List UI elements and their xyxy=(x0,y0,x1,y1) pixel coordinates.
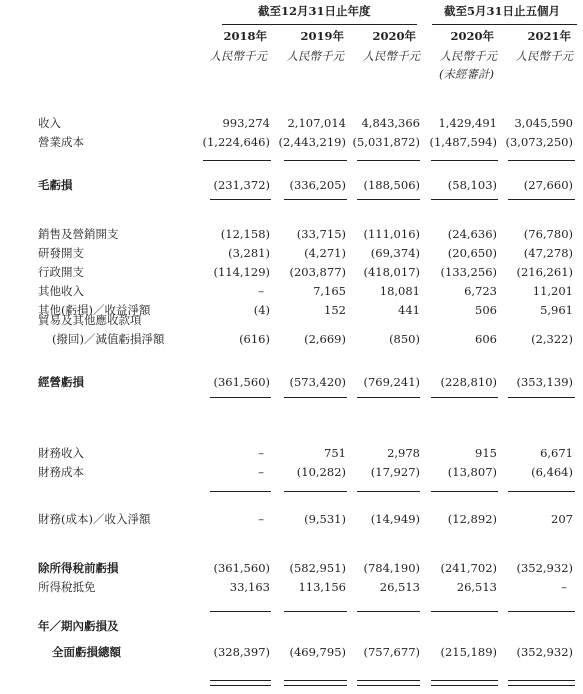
row-value: (616) xyxy=(239,332,270,346)
rule xyxy=(210,491,271,492)
unit-header: 人民幣千元 xyxy=(439,49,497,63)
row-label: 毛虧損 xyxy=(38,178,73,192)
row-value: (353,139) xyxy=(516,375,573,389)
row-value: (352,932) xyxy=(516,561,573,575)
row-value: (47,278) xyxy=(523,246,573,260)
unit-header: 人民幣千元 xyxy=(362,49,420,63)
row-value: 18,081 xyxy=(379,284,420,298)
rule xyxy=(357,491,420,492)
group2-title-rule xyxy=(432,24,577,25)
row-value: (4,271) xyxy=(304,246,346,260)
row-label-continued: 全面虧損總額 xyxy=(52,645,121,659)
row-value: (17,927) xyxy=(370,465,420,479)
row-value: (58,103) xyxy=(447,178,497,192)
row-value: (2,443,219) xyxy=(278,135,346,149)
row-value: (573,420) xyxy=(289,375,346,389)
row-value: 7,165 xyxy=(313,284,346,298)
rule xyxy=(210,199,271,200)
row-value: (216,261) xyxy=(516,265,573,279)
rule xyxy=(508,397,575,398)
row-value: (769,241) xyxy=(363,375,420,389)
row-value: – xyxy=(258,512,264,526)
row-value: (33,715) xyxy=(296,227,346,241)
row-value: (14,949) xyxy=(370,512,420,526)
row-value: 3,045,590 xyxy=(514,116,573,130)
row-label: 銷售及營銷開支 xyxy=(38,227,119,241)
double-rule xyxy=(431,680,498,686)
row-value: 441 xyxy=(398,303,420,317)
rule xyxy=(508,611,575,612)
row-value: (850) xyxy=(389,332,420,346)
row-value: (241,702) xyxy=(440,561,497,575)
row-label: 行政開支 xyxy=(38,265,84,279)
row-value: – xyxy=(258,284,264,298)
row-value: (20,650) xyxy=(447,246,497,260)
row-value: 6,723 xyxy=(464,284,497,298)
row-value: (12,158) xyxy=(220,227,270,241)
row-value: – xyxy=(561,580,567,594)
row-value: (1,487,594) xyxy=(429,135,497,149)
unit-header: 人民幣千元 xyxy=(209,49,267,63)
rule xyxy=(508,199,575,200)
row-label-continued: (撥回)／減值虧損淨額 xyxy=(52,332,165,346)
rule xyxy=(284,160,347,161)
row-value: (133,256) xyxy=(440,265,497,279)
rule xyxy=(357,397,420,398)
row-label: 財務成本 xyxy=(38,465,84,479)
row-value: 751 xyxy=(324,446,346,460)
row-value: (12,892) xyxy=(447,512,497,526)
row-value: 606 xyxy=(475,332,497,346)
row-value: 993,274 xyxy=(222,116,270,130)
row-label: 年／期內虧損及 xyxy=(38,619,119,633)
row-value: (582,951) xyxy=(289,561,346,575)
row-label: 財務(成本)／收入淨額 xyxy=(38,512,151,526)
row-value: 506 xyxy=(475,303,497,317)
row-value: (361,560) xyxy=(213,561,270,575)
row-value: (2,669) xyxy=(304,332,346,346)
row-label: 除所得稅前虧損 xyxy=(38,561,119,575)
row-value: (336,205) xyxy=(289,178,346,192)
row-value: 152 xyxy=(324,303,346,317)
year-header: 2019年 xyxy=(300,29,344,43)
row-value: 2,978 xyxy=(387,446,420,460)
row-label: 財務收入 xyxy=(38,446,84,460)
row-label: 收入 xyxy=(38,116,61,130)
year-header: 2020年 xyxy=(450,29,494,43)
row-value: 33,163 xyxy=(229,580,270,594)
rule xyxy=(357,611,420,612)
row-value: (228,810) xyxy=(440,375,497,389)
double-rule xyxy=(357,680,420,686)
group2-title: 截至5月31日止五個月 xyxy=(444,4,561,18)
row-label: 經營虧損 xyxy=(38,375,84,389)
row-value: (784,190) xyxy=(363,561,420,575)
rule xyxy=(431,611,498,612)
row-value: 26,513 xyxy=(379,580,420,594)
row-value: (469,795) xyxy=(289,645,346,659)
double-rule xyxy=(210,680,271,686)
unit-header: 人民幣千元 xyxy=(515,49,573,63)
group1-title-rule xyxy=(222,24,417,25)
row-label: 其他收入 xyxy=(38,284,84,298)
row-label: 研發開支 xyxy=(38,246,84,260)
row-value: 6,671 xyxy=(540,446,573,460)
row-value: 915 xyxy=(475,446,497,460)
row-value: (114,129) xyxy=(213,265,270,279)
unaudited-note: (未經審計) xyxy=(439,67,494,81)
rule xyxy=(284,397,347,398)
row-value: (361,560) xyxy=(213,375,270,389)
year-header: 2020年 xyxy=(372,29,416,43)
year-header: 2018年 xyxy=(223,29,267,43)
rule xyxy=(357,199,420,200)
row-value: (418,017) xyxy=(363,265,420,279)
row-value: (352,932) xyxy=(516,645,573,659)
row-value: 207 xyxy=(551,512,573,526)
row-value: (4) xyxy=(253,303,270,317)
row-label: 貿易及其他應收款項 xyxy=(38,313,142,327)
row-value: (24,636) xyxy=(447,227,497,241)
row-value: (3,073,250) xyxy=(505,135,573,149)
rule xyxy=(431,199,498,200)
rule xyxy=(210,611,271,612)
row-value: 4,843,366 xyxy=(361,116,420,130)
row-value: (5,031,872) xyxy=(352,135,420,149)
group1-title: 截至12月31日止年度 xyxy=(258,4,371,18)
row-value: (76,780) xyxy=(523,227,573,241)
row-value: (69,374) xyxy=(370,246,420,260)
rule xyxy=(357,160,420,161)
rule xyxy=(210,397,271,398)
unit-header: 人民幣千元 xyxy=(286,49,344,63)
double-rule xyxy=(284,680,347,686)
double-rule xyxy=(508,680,575,686)
row-value: (328,397) xyxy=(213,645,270,659)
row-label: 營業成本 xyxy=(38,135,84,149)
rule xyxy=(431,160,498,161)
rule xyxy=(284,611,347,612)
rule xyxy=(431,491,498,492)
row-value: (2,322) xyxy=(531,332,573,346)
row-label: 所得稅抵免 xyxy=(38,580,96,594)
row-value: (27,660) xyxy=(523,178,573,192)
row-value: 113,156 xyxy=(298,580,346,594)
row-value: (111,016) xyxy=(363,227,420,241)
row-value: (3,281) xyxy=(228,246,270,260)
row-value: (9,531) xyxy=(304,512,346,526)
row-value: – xyxy=(258,465,264,479)
row-value: (13,807) xyxy=(447,465,497,479)
row-value: (231,372) xyxy=(213,178,270,192)
row-value: (6,464) xyxy=(531,465,573,479)
rule xyxy=(431,397,498,398)
rule xyxy=(284,491,347,492)
row-value: – xyxy=(258,446,264,460)
row-value: (188,506) xyxy=(363,178,420,192)
row-value: 5,961 xyxy=(540,303,573,317)
row-value: (1,224,646) xyxy=(202,135,270,149)
year-header: 2021年 xyxy=(527,29,571,43)
row-value: 26,513 xyxy=(456,580,497,594)
row-value: (215,189) xyxy=(440,645,497,659)
row-value: 1,429,491 xyxy=(438,116,497,130)
row-value: (757,677) xyxy=(363,645,420,659)
row-value: (203,877) xyxy=(289,265,346,279)
rule xyxy=(508,160,575,161)
row-value: (10,282) xyxy=(296,465,346,479)
row-label: 其他(虧損)／收益淨額 xyxy=(38,303,151,317)
row-value: 11,201 xyxy=(532,284,573,298)
rule xyxy=(284,199,347,200)
rule xyxy=(508,491,575,492)
rule xyxy=(203,160,271,161)
row-value: 2,107,014 xyxy=(287,116,346,130)
